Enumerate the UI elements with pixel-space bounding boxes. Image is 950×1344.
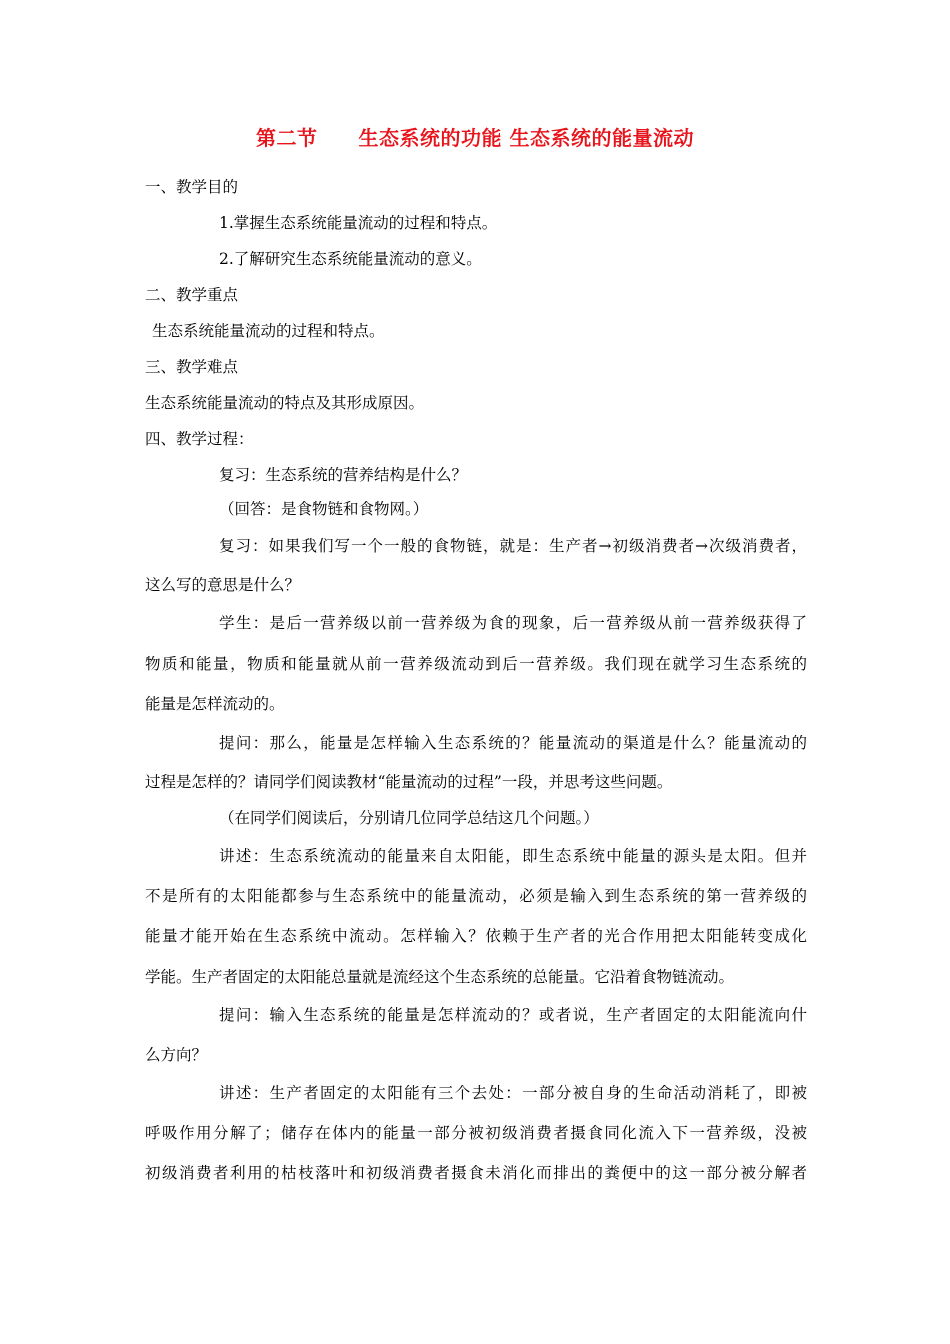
question-2-line-1: 提问：输入生态系统的能量是怎样流动的？或者说，生产者固定的太阳能流向什 (219, 1006, 807, 1024)
student-answer-line-3: 能量是怎样流动的。 (145, 695, 285, 713)
difficulties-text: 生态系统能量流动的特点及其形成原因。 (145, 394, 425, 412)
question-1-note: （在同学们阅读后，分别请几位同学总结这几个问题。） (219, 809, 599, 827)
key-points-text: 生态系统能量流动的过程和特点。 (152, 322, 385, 340)
student-answer-line-2: 物质和能量，物质和能量就从前一营养级流动到后一营养级。我们现在就学习生态系统的 (145, 655, 807, 673)
lecture-1-line-1: 讲述：生态系统流动的能量来自太阳能，即生态系统中能量的源头是太阳。但并 (219, 847, 807, 865)
section-title: 第二节 生态系统的功能 生态系统的能量流动 (256, 126, 694, 150)
lecture-1-line-2: 不是所有的太阳能都参与生态系统中的能量流动，必须是输入到生态系统的第一营养级的 (145, 887, 807, 905)
heading-teaching-goals: 一、教学目的 (145, 178, 239, 196)
heading-key-points: 二、教学重点 (145, 286, 239, 304)
student-answer-line-1: 学生：是后一营养级以前一营养级为食的现象，后一营养级从前一营养级获得了 (219, 614, 807, 632)
question-1-line-2: 过程是怎样的？请同学们阅读教材“能量流动的过程”一段，并思考这些问题。 (145, 773, 673, 791)
goal-item-1: 1.掌握生态系统能量流动的过程和特点。 (219, 214, 498, 232)
review-question-1: 复习：生态系统的营养结构是什么？ (219, 466, 468, 484)
question-1-line-1: 提问：那么，能量是怎样输入生态系统的？能量流动的渠道是什么？能量流动的 (219, 734, 807, 752)
heading-difficulties: 三、教学难点 (145, 358, 239, 376)
lecture-2-line-1: 讲述：生产者固定的太阳能有三个去处：一部分被自身的生命活动消耗了，即被 (219, 1084, 807, 1102)
goal-item-2: 2.了解研究生态系统能量流动的意义。 (219, 250, 482, 268)
lecture-2-line-3: 初级消费者利用的枯枝落叶和初级消费者摄食未消化而排出的粪便中的这一部分被分解者 (145, 1164, 807, 1182)
review-answer-1: （回答：是食物链和食物网。） (219, 500, 429, 518)
review-question-2-line-1: 复习：如果我们写一个一般的食物链，就是：生产者→初级消费者→次级消费者， (219, 537, 807, 555)
lecture-2-line-2: 呼吸作用分解了；储存在体内的能量一部分被初级消费者摄食同化流入下一营养级，没被 (145, 1124, 807, 1142)
lecture-1-line-3: 能量才能开始在生态系统中流动。怎样输入？依赖于生产者的光合作用把太阳能转变成化 (145, 927, 807, 945)
heading-process: 四、教学过程： (145, 430, 254, 448)
question-2-line-2: 么方向？ (145, 1046, 208, 1064)
lecture-1-line-4: 学能。生产者固定的太阳能总量就是流经这个生态系统的总能量。它沿着食物链流动。 (145, 968, 735, 986)
review-question-2-line-2: 这么写的意思是什么？ (145, 576, 301, 594)
